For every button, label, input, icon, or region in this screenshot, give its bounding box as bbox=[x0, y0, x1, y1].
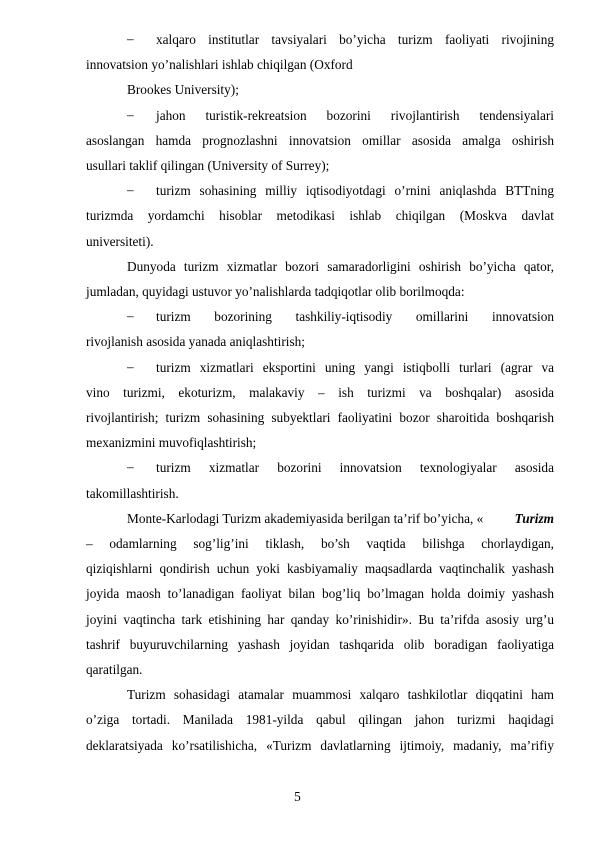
text-line: takomillashtirish. bbox=[86, 486, 179, 501]
text-line: o’ziga tortadi. Manilada 1981-yilda qabul qilingan jahon turizmi haqidagi bbox=[86, 712, 554, 727]
text-line: Turizm sohasidagi atamalar muammosi xalqaro tashkilotlar diqqatini ham bbox=[127, 687, 554, 702]
text-line: turizm sohasining milliy iqtisodiyotdagi o’rnini aniqlashda BTTning bbox=[156, 183, 554, 198]
text-line: joyini vaqtincha tark etishining har qanday ko’rinishidir». Bu ta’rifda asosiy urg’u bbox=[86, 612, 554, 627]
text-line: qiziqishlarni qondirish uchun yoki kasbiyamaliy maqsadlarda vaqtinchalik yashash bbox=[86, 561, 554, 576]
text-line: rivojlanish asosida yanada aniqlashtirish; bbox=[86, 334, 305, 349]
text-line: usullari taklif qilingan (University of Surrey); bbox=[86, 158, 330, 173]
text-line: rivojlantirish; turizm sohasining subyektlari faoliyatini bozor sharoitida boshqarish bbox=[86, 410, 554, 425]
page-number: 5 bbox=[294, 789, 301, 804]
text-line: turizm xizmatlar bozorini innovatsion texnologiyalar asosida bbox=[156, 460, 554, 475]
dash-marker: – bbox=[127, 31, 134, 46]
text-line: xalqaro institutlar tavsiyalari bo’yicha turizm faoliyati rivojining bbox=[156, 32, 554, 47]
text-line: turizm xizmatlari eksportini uning yangi istiqbolli turlari (agrar va bbox=[156, 360, 554, 375]
text-line: turizm bozorining tashkiliy-iqtisodiy omillarini innovatsion bbox=[156, 309, 554, 324]
text-line: mexanizmini muvofiqlashtirish; bbox=[86, 435, 257, 450]
text-segment: Monte-Karlodagi Turizm akademiyasida berilgan ta’rif bo’yicha, « bbox=[127, 511, 484, 526]
text-line: turizmda yordamchi hisoblar metodikasi ishlab chiqilgan (Moskva davlat bbox=[86, 208, 554, 223]
text-line: jahon turistik-rekreatsion bozorini rivojlantirish tendensiyalari bbox=[156, 108, 554, 123]
dash-marker: – bbox=[127, 359, 134, 374]
text-line: jumladan, quyidagi ustuvor yo’nalishlarda tadqiqotlar olib borilmoqda: bbox=[86, 284, 465, 299]
text-line: tashrif buyuruvchilarning yashash joyidan tashqarida olib boradigan faoliyatiga bbox=[86, 637, 554, 652]
dash-marker: – bbox=[127, 107, 134, 122]
text-line: joyida maosh to’lanadigan faoliyat bilan bog’liq bo’lmagan holda doimiy yashash bbox=[86, 586, 554, 601]
text-line: Brookes University); bbox=[127, 82, 239, 97]
dash-marker: – bbox=[127, 182, 134, 197]
dash-marker: – bbox=[127, 459, 134, 474]
text-line: asoslangan hamda prognozlashni innovatsion omillar asosida amalga oshirish bbox=[86, 133, 554, 148]
emphasized-term: Turizm bbox=[514, 511, 554, 526]
text-line: universiteti). bbox=[86, 234, 154, 249]
dash-marker: – bbox=[127, 308, 134, 323]
text-line: qaratilgan. bbox=[86, 662, 143, 677]
text-line: – odamlarning sog’lig’ini tiklash, bo’sh vaqtida bilishga chorlaydigan, bbox=[86, 536, 554, 551]
text-line: Dunyoda turizm xizmatlar bozori samaradorligini oshirish bo’yicha qator, bbox=[127, 259, 554, 274]
text-line-composite bbox=[127, 511, 554, 527]
text-line: innovatsion yo’nalishlari ishlab chiqilgan (Oxford bbox=[86, 57, 353, 72]
text-line: vino turizmi, ekoturizm, malakaviy – ish turizmi va boshqalar) asosida bbox=[86, 385, 554, 400]
text-line: deklaratsiyada ko’rsatilishicha, «Turizm davlatlarning ijtimoiy, madaniy, ma’rifiy bbox=[86, 738, 554, 753]
